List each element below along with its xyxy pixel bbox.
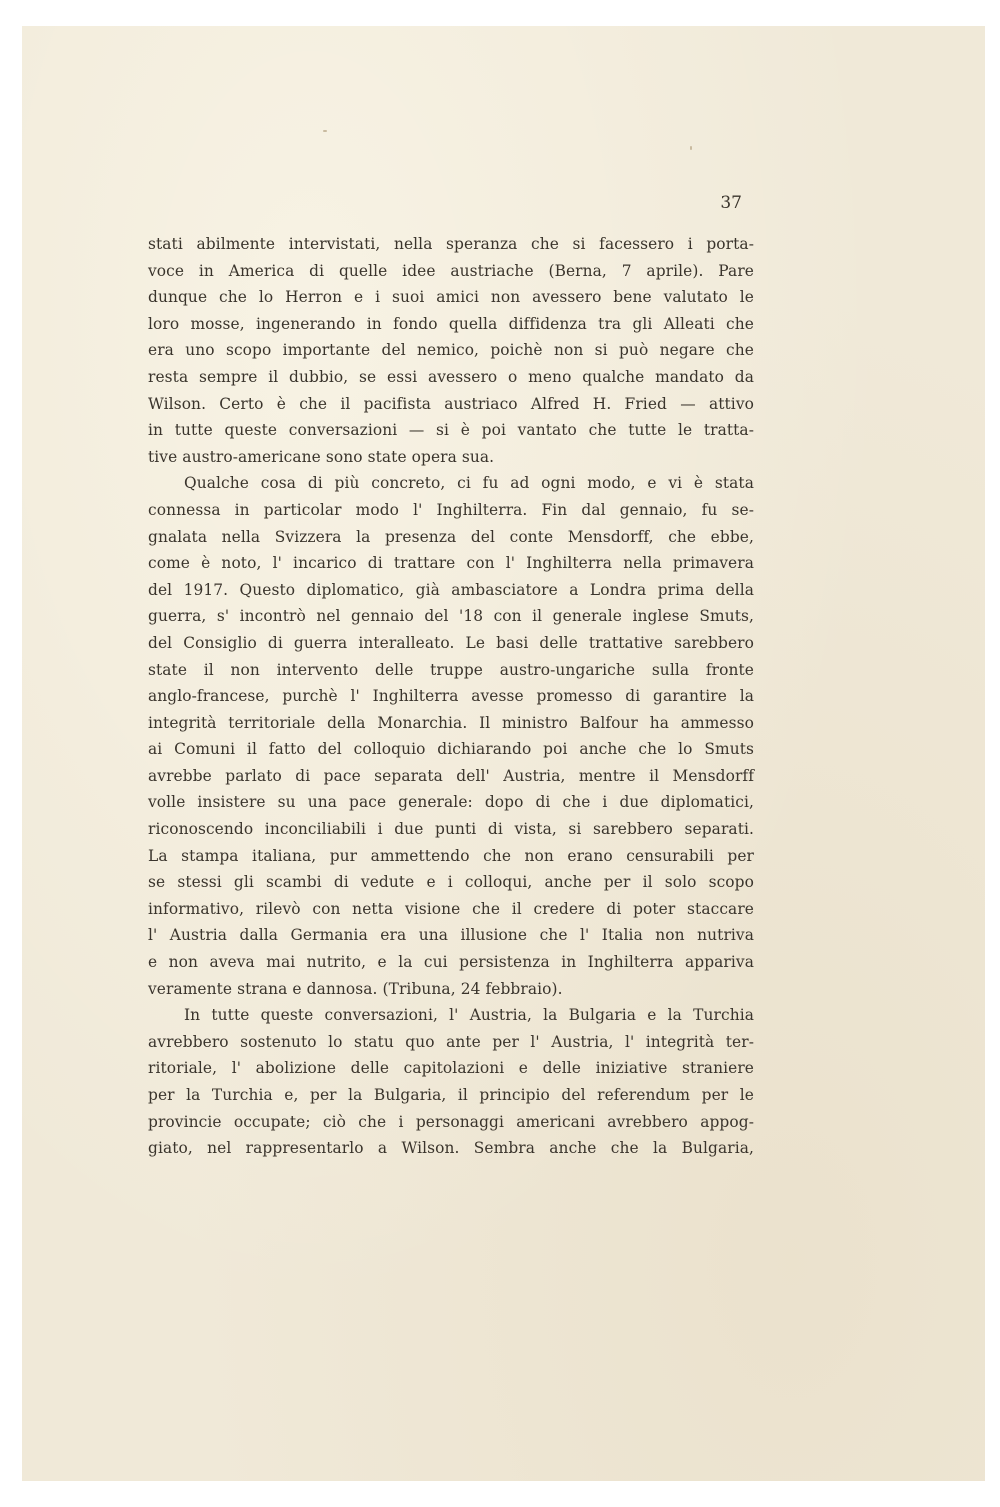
text-line: gnalata nella Svizzera la presenza del conte Mensdorff, che ebbe, [148, 527, 754, 546]
text-line: anglo-francese, purchè l' Inghilterra avesse promesso di garantire la [148, 687, 754, 706]
text-line: voce in America di quelle idee austriache (Berna, 7 aprile). Pare [148, 261, 754, 280]
paper-speck [323, 130, 327, 132]
page-number: 37 [720, 193, 742, 213]
text-line: Qualche cosa di più concreto, ci fu ad ogni modo, e vi è stata [184, 474, 754, 493]
text-line: ritoriale, l' abolizione delle capitolazioni e delle iniziative straniere [148, 1059, 754, 1078]
text-line: provincie occupate; ciò che i personaggi americani avrebbero appog- [148, 1112, 754, 1131]
text-line: ai Comuni il fatto del colloquio dichiarando poi anche che lo Smuts [148, 740, 754, 759]
text-line: veramente strana e dannosa. (Tribuna, 24 febbraio). [148, 979, 563, 998]
text-line: avrebbero sostenuto lo statu quo ante per l' Austria, l' integrità ter- [148, 1032, 754, 1051]
text-line: informativo, rilevò con netta visione che il credere di poter staccare [148, 899, 754, 918]
paper-speck [690, 146, 692, 150]
text-line: resta sempre il dubbio, se essi avessero o meno qualche mandato da [148, 367, 754, 386]
text-line: Wilson. Certo è che il pacifista austriaco Alfred H. Fried — attivo [148, 394, 754, 413]
text-line: riconoscendo inconciliabili i due punti di vista, si sarebbero separati. [148, 820, 754, 839]
text-line: volle insistere su una pace generale: dopo di che i due diplomatici, [148, 793, 754, 812]
text-line: del Consiglio di guerra interalleato. Le basi delle trattative sarebbero [148, 633, 754, 652]
text-line: avrebbe parlato di pace separata dell' Austria, mentre il Mensdorff [148, 766, 754, 785]
text-line: integrità territoriale della Monarchia. Il ministro Balfour ha ammesso [148, 713, 754, 732]
text-line: come è noto, l' incarico di trattare con l' Inghilterra nella primavera [148, 554, 754, 573]
text-line: l' Austria dalla Germania era una illusione che l' Italia non nutriva [148, 926, 754, 945]
text-line: era uno scopo importante del nemico, poichè non si può negare che [148, 341, 754, 360]
text-line: se stessi gli scambi di vedute e i colloqui, anche per il solo scopo [148, 873, 754, 892]
text-line: connessa in particolar modo l' Inghilterra. Fin dal gennaio, fu se- [148, 500, 754, 519]
text-line: tive austro-americane sono state opera sua. [148, 447, 495, 466]
text-line: giato, nel rappresentarlo a Wilson. Sembra anche che la Bulgaria, [148, 1139, 754, 1158]
text-line: e non aveva mai nutrito, e la cui persistenza in Inghilterra appariva [148, 953, 754, 972]
paragraph-3 [148, 1002, 754, 1162]
text-line: dunque che lo Herron e i suoi amici non avessero bene valutato le [148, 288, 754, 307]
body-text [148, 231, 754, 1162]
text-line: in tutte queste conversazioni — si è poi vantato che tutte le tratta- [148, 421, 754, 440]
text-line: per la Turchia e, per la Bulgaria, il principio del referendum per le [148, 1086, 754, 1104]
text-line: state il non intervento delle truppe austro-ungariche sulla fronte [148, 660, 754, 679]
text-line: stati abilmente intervistati, nella speranza che si facessero i porta- [148, 235, 754, 253]
text-line: del 1917. Questo diplomatico, già ambasciatore a Londra prima della [148, 580, 754, 599]
paragraph-1 [148, 231, 754, 470]
paragraph-2 [148, 470, 754, 1002]
text-line: loro mosse, ingenerando in fondo quella diffidenza tra gli Alleati che [148, 314, 754, 333]
text-line: guerra, s' incontrò nel gennaio del '18 con il generale inglese Smuts, [148, 607, 754, 626]
text-line: In tutte queste conversazioni, l' Austria, la Bulgaria e la Turchia [184, 1006, 754, 1025]
text-line: La stampa italiana, pur ammettendo che non erano censurabili per [148, 846, 754, 865]
